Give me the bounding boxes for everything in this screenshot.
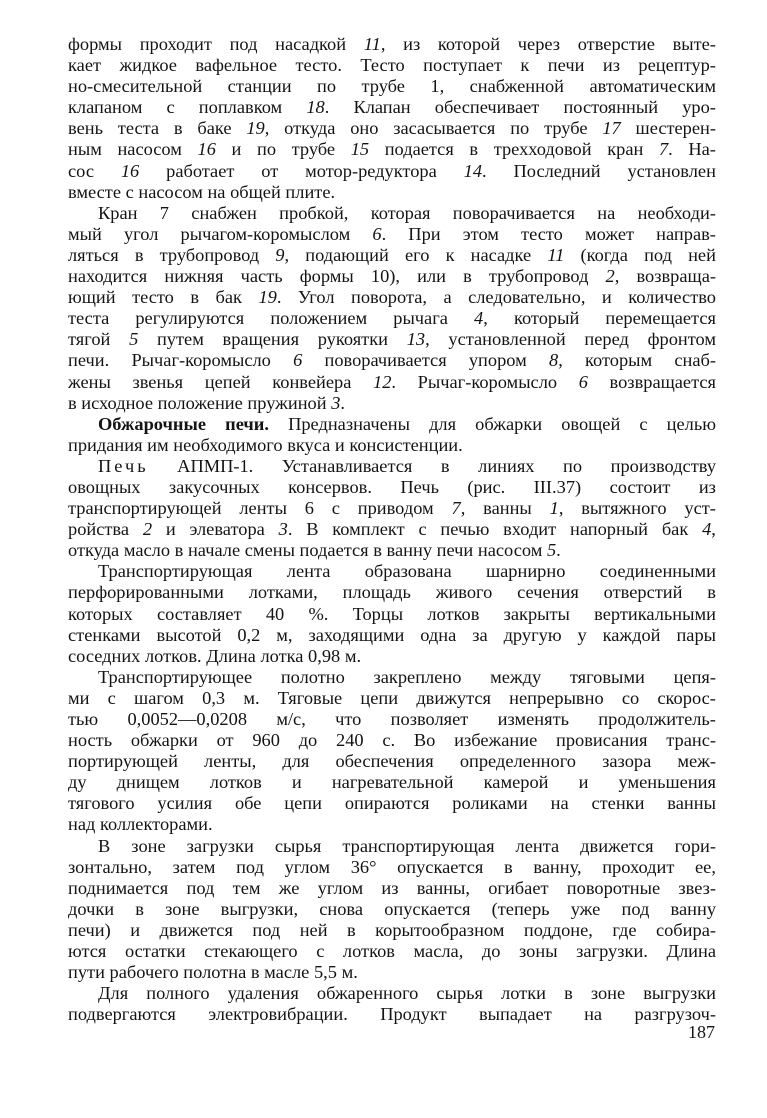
text-line: Транспортирующее полотно закреплено между тяговыми цепя-	[98, 666, 716, 687]
text-line: мый угол рычагом-коромыслом 6. При этом тесто может направ-	[68, 223, 716, 244]
text-line: кает жидкое вафельное тесто. Тесто поступает к печи из рецептур-	[68, 55, 716, 76]
text-line: ность обжарки от 960 до 240 с. Во избежание провисания транс-	[68, 730, 716, 751]
text-line: Обжарочные печи. Предназначены для обжарки овощей с целью	[98, 413, 716, 434]
paragraph	[68, 561, 716, 666]
text-line: придания им необходимого вкуса и консистенции.	[68, 434, 463, 455]
text-line: над коллекторами.	[68, 814, 213, 835]
text-line: транспортирующей ленты 6 с приводом 7, ванны 1, вытяжного уст-	[68, 498, 716, 519]
text-line: печи. Рычаг-коромысло 6 поворачивается упором 8, которым снаб-	[68, 350, 716, 371]
text-line: тью 0,0052—0,0208 м/с, что позволяет изменять продолжитель-	[68, 709, 716, 729]
text-line: жены звенья цепей конвейера 12. Рычаг-коромысло 6 возвращается	[68, 371, 716, 392]
text-line: которых составляет 40 %. Торцы лотков закрыты вертикальными	[68, 603, 716, 624]
paragraph	[68, 456, 716, 561]
text-line: вень теста в баке 19, откуда оно засасывается по трубе 17 шестерен-	[68, 118, 716, 139]
text-line: пути рабочего полотна в масле 5,5 м.	[68, 962, 358, 983]
text-line: соседних лотков. Длина лотка 0,98 м.	[68, 645, 362, 666]
paragraph	[68, 203, 716, 414]
text-line: портирующей ленты, для обеспечения определенного зазора меж-	[68, 751, 716, 772]
paragraph	[68, 667, 716, 836]
paragraph	[68, 34, 716, 203]
text-line: вместе с насосом на общей плите.	[68, 181, 336, 202]
text-line: формы проходит под насадкой 11, из которой через отверстие выте-	[68, 34, 716, 54]
text-line: ющий тесто в бак 19. Угол поворота, а следовательно, и количество	[68, 287, 716, 308]
text-line: ми с шагом 0,3 м. Тяговые цепи движутся непрерывно со скорос-	[68, 687, 716, 708]
text-line: Для полного удаления обжаренного сырья лотки в зоне выгрузки	[98, 983, 716, 1004]
text-line: перфорированными лотками, площадь живого сечения отверстий в	[68, 582, 716, 603]
paragraph	[68, 414, 716, 456]
text-line: дочки в зоне выгрузки, снова опускается (теперь уже под ванну	[68, 898, 716, 919]
text-line: подвергаются электровибрации. Продукт выпадает на разгрузоч-	[68, 1004, 716, 1025]
text-line: стенками высотой 0,2 м, заходящими одна за другую у каждой пары	[68, 624, 716, 645]
text-line: ются остатки стекающего с лотков масла, до зоны загрузки. Длина	[68, 941, 716, 962]
text-line: печи) и движется под ней в корытообразном поддоне, где собира-	[68, 919, 716, 940]
text-line: ляться в трубопровод 9, подающий его к насадке 11 (когда под ней	[68, 244, 716, 265]
paragraph	[68, 836, 716, 984]
text-line: В зоне загрузки сырья транспортирующая лента движется гори-	[98, 835, 716, 856]
text-line: теста регулируются положением рычага 4, который перемещается	[68, 308, 716, 329]
text-line: Кран 7 снабжен пробкой, которая поворачивается на необходи-	[98, 202, 716, 223]
page-number: 187	[688, 1022, 715, 1042]
section-heading: Обжарочные печи.	[98, 413, 269, 434]
text-line: но-смесительной станции по трубе 1, снабженной автоматическим	[68, 76, 716, 97]
text-line: ройства 2 и элеватора 3. В комплект с печью входит напорный бак 4,	[68, 519, 716, 540]
text-line: овощных закусочных консервов. Печь (рис. III.37) состоит из	[68, 476, 716, 497]
text-line: сос 16 работает от мотор-редуктора 14. Последний установлен	[68, 160, 716, 181]
paragraph	[68, 983, 716, 1025]
text-line: в исходное положение пружиной 3.	[68, 392, 346, 413]
page-body	[68, 34, 716, 1025]
text-line: Транспортирующая лента образована шарнирно соединенными	[98, 561, 716, 582]
text-line: откуда масло в начале смены подается в ванну печи насосом 5.	[68, 540, 561, 561]
text-line: ду днищем лотков и нагревательной камерой и уменьшения	[68, 772, 716, 793]
text-line: тягой 5 путем вращения рукоятки 13, установленной перед фронтом	[68, 329, 716, 350]
text-line: поднимается под тем же углом из ванны, огибает поворотные звез-	[68, 877, 716, 898]
text-line: ным насосом 16 и по трубе 15 подается в трехходовой кран 7. На-	[68, 139, 716, 160]
text-line: тягового усилия обе цепи опираются роликами на стенки ванны	[68, 793, 716, 814]
text-line: находится нижняя часть формы 10), или в трубопровод 2, возвраща-	[68, 266, 716, 287]
text-line: Печь АПМП-1. Устанавливается в линиях по производству	[98, 455, 716, 476]
text-line: клапаном с поплавком 18. Клапан обеспечивает постоянный уро-	[68, 97, 716, 118]
text-line: зонтально, затем под углом 36° опускается в ванну, проходит ее,	[68, 856, 716, 877]
spaced-term: Печь	[98, 455, 149, 476]
